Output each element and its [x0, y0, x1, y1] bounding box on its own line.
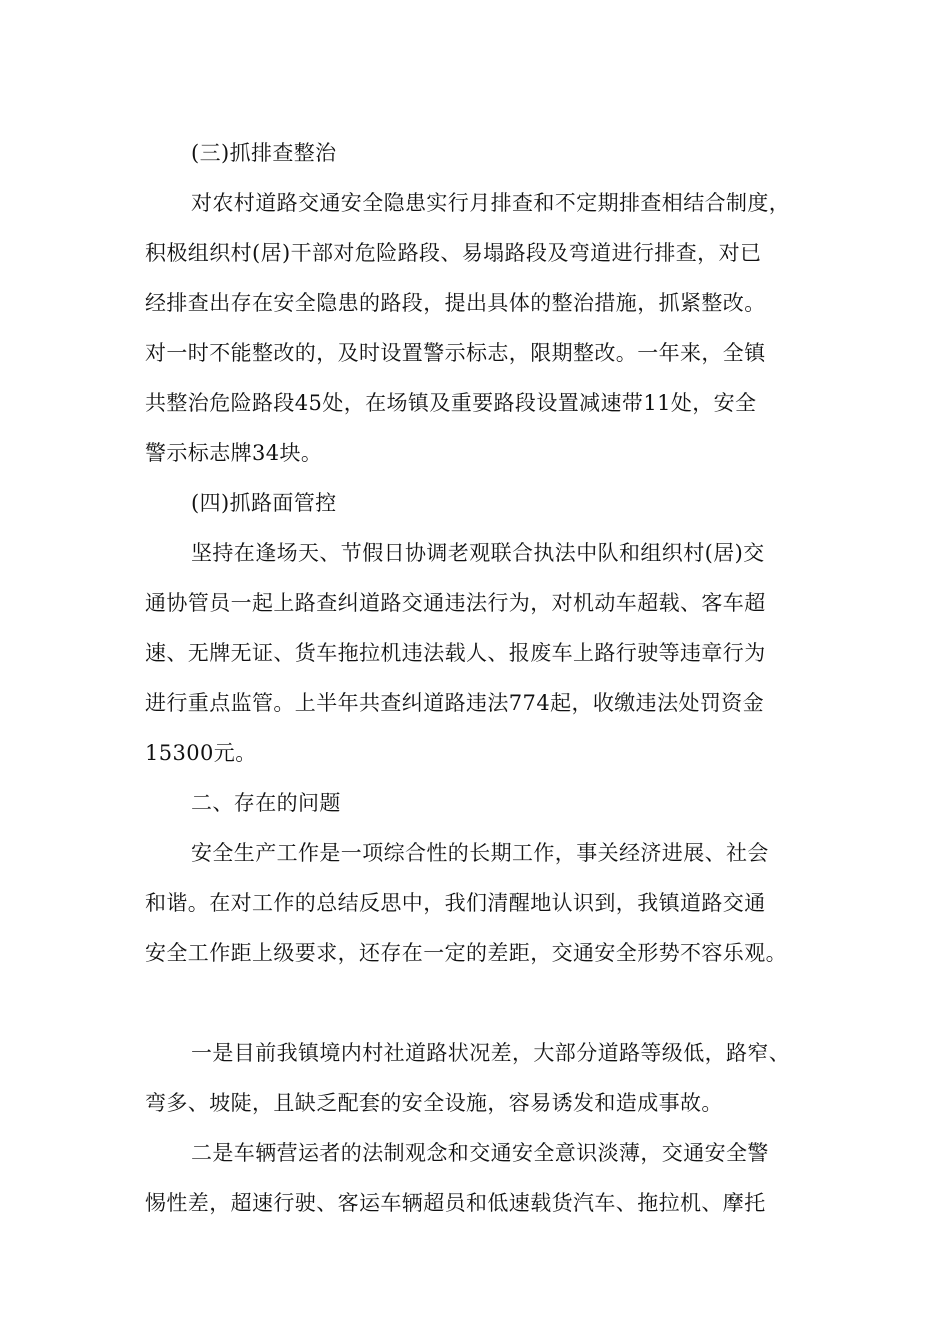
- document-body: [145, 128, 810, 1228]
- paragraph-line: 坚持在逢场天、节假日协调老观联合执法中队和组织村(居)交: [191, 541, 765, 565]
- paragraph-line: 速、无牌无证、货车拖拉机违法载人、报废车上路行驶等违章行为: [145, 641, 766, 665]
- paragraph-line: 惕性差，超速行驶、客运车辆超员和低速载货汽车、拖拉机、摩托: [145, 1191, 766, 1215]
- paragraph-gap: [145, 978, 810, 1028]
- paragraph-line: 安全生产工作是一项综合性的长期工作，事关经济进展、社会: [191, 841, 769, 865]
- paragraph-line: 经排查出存在安全隐患的路段，提出具体的整治措施，抓紧整改。: [145, 291, 766, 315]
- paragraph-line: 安全工作距上级要求，还存在一定的差距，交通安全形势不容乐观。: [145, 941, 787, 965]
- paragraph-line: 共整治危险路段45处，在场镇及重要路段设置减速带11处，安全: [145, 391, 757, 415]
- section-heading-3: (三)抓排查整治: [191, 141, 337, 165]
- paragraph-line: 一是目前我镇境内村社道路状况差，大部分道路等级低，路窄、: [191, 1041, 791, 1065]
- paragraph-line: 进行重点监管。上半年共查纠道路违法774起，收缴违法处罚资金: [145, 691, 765, 715]
- paragraph-line: 和谐。在对工作的总结反思中，我们清醒地认识到，我镇道路交通: [145, 891, 766, 915]
- paragraph-line: 通协管员一起上路查纠道路交通违法行为，对机动车超载、客车超: [145, 591, 766, 615]
- paragraph-line: 二是车辆营运者的法制观念和交通安全意识淡薄，交通安全警: [191, 1141, 769, 1165]
- paragraph-line: 弯多、坡陡，且缺乏配套的安全设施，容易诱发和造成事故。: [145, 1091, 723, 1115]
- paragraph-line: 对农村道路交通安全隐患实行月排查和不定期排查相结合制度，: [191, 191, 791, 215]
- section-heading-4: (四)抓路面管控: [191, 491, 337, 515]
- paragraph-line: 15300元。: [145, 741, 257, 765]
- paragraph-line: 积极组织村(居)干部对危险路段、易塌路段及弯道进行排查，对已: [145, 241, 762, 265]
- paragraph-line: 对一时不能整改的，及时设置警示标志，限期整改。一年来，全镇: [145, 341, 766, 365]
- section-heading-problems: 二、存在的问题: [191, 791, 341, 815]
- paragraph-line: 警示标志牌34块。: [145, 441, 323, 465]
